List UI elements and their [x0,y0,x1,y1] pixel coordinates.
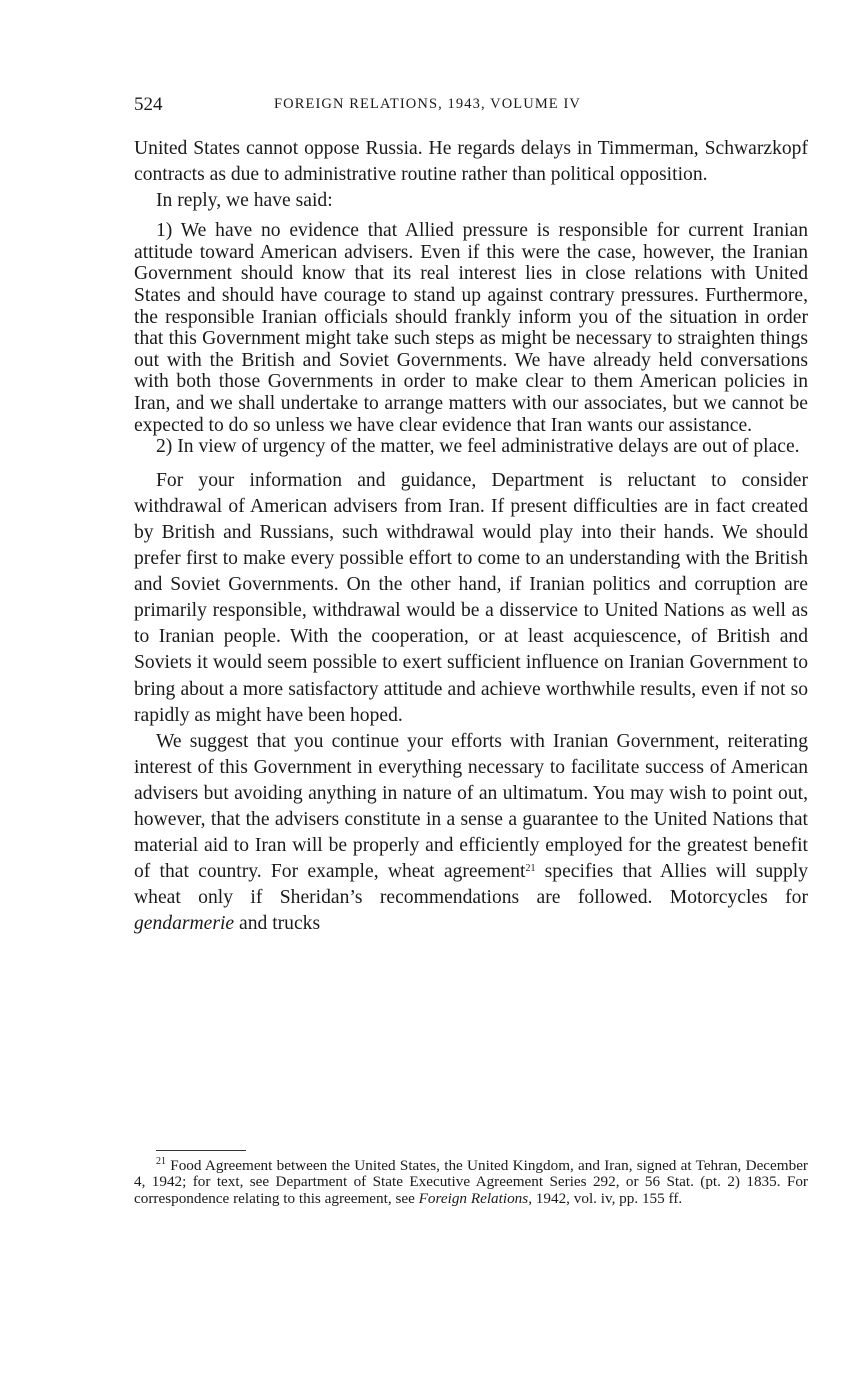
footnote-21 [134,1158,808,1207]
footnote-reference: 21 [525,863,536,875]
page-header [134,94,808,118]
paragraph-reply-intro: In reply, we have said: [156,190,333,212]
page-number: 524 [134,94,163,115]
paragraph-point-2: 2) In view of urgency of the matter, we feel administrative delays are out of place. [156,436,800,458]
footnote-italic-title: Foreign Relations [418,1189,529,1207]
paragraph-point-1: 1) We have no evidence that Allied pressure is responsible for current Iranian attitude toward American advisers. Even if this were the case, however, the Iranian Government should know that its real interest lies in close relations with United States and should have courage to stand up against contrary pressures. Furthermore, the responsible Iranian officials should frankly inform you of the situation in order that this Government might take such steps as might be necessary to straighten things out with the British and Soviet Governments. We have already held conversations with both those Governments in order to make clear to them American policies in Iran, and we shall undertake to arrange matters with our associates, but we cannot be expected to do so unless we have clear evidence that Iran wants our assistance. [134,220,808,436]
paragraph-suggestion-text-b: specifies that Allies will supply wheat only if Sheridan’s recommendations are followed. Motorcycles for [134,861,808,909]
footnote-text-b: , 1942, vol. iv, pp. 155 ff. [528,1189,683,1207]
footnote-marker: 21 [156,1156,166,1167]
paragraph-suggestion-text-c: and trucks [234,913,321,935]
footnotes [134,1158,808,1207]
body-text [134,136,808,938]
paragraph-guidance: For your information and guidance, Department is reluctant to consider withdrawal of American advisers from Iran. If present difficulties are in fact created by British and Russians, such withdrawal would play into their hands. We should prefer first to make every possible effort to come to an understanding with the British and Soviet Governments. On the other hand, if Iranian politics and corruption are primarily responsible, withdrawal would be a disservice to United Nations as well as to Iranian people. With the cooperation, or at least acquiescence, of British and Soviets it would seem possible to exert sufficient influence on Iranian Government to bring about a more satisfactory attitude and achieve worthwhile results, even if not so rapidly as might have been hoped. [134,469,808,726]
footnote-text-a: Food Agreement between the United States, the United Kingdom, and Iran, signed at Tehran, December 4, 1942; for text, see Department of State Executive Agreement Series 292, or 56 Stat. (pt. 2) 1835. For correspondence relating to this agreement, see [134,1157,808,1207]
paragraph-suggestion [134,729,808,938]
paragraph-continuation: United States cannot oppose Russia. He regards delays in Timmerman, Schwarzkopf contracts as due to administrative routine rather than political opposition. [134,138,808,186]
footnote-divider [156,1150,246,1151]
paragraph-suggestion-text-a: We suggest that you continue your efforts with Iranian Government, reiterating interest of this Government in everything necessary to facilitate success of American advisers but avoiding anything in nature of an ultimatum. You may wish to point out, however, that the advisers constitute in a sense a guarantee to the United Nations that material aid to Iran will be properly and efficiently employed for the greatest benefit of that country. For example, wheat agreement [134,730,808,883]
running-head: FOREIGN RELATIONS, 1943, VOLUME IV [274,96,581,112]
italic-term: gendarmerie [134,913,235,935]
